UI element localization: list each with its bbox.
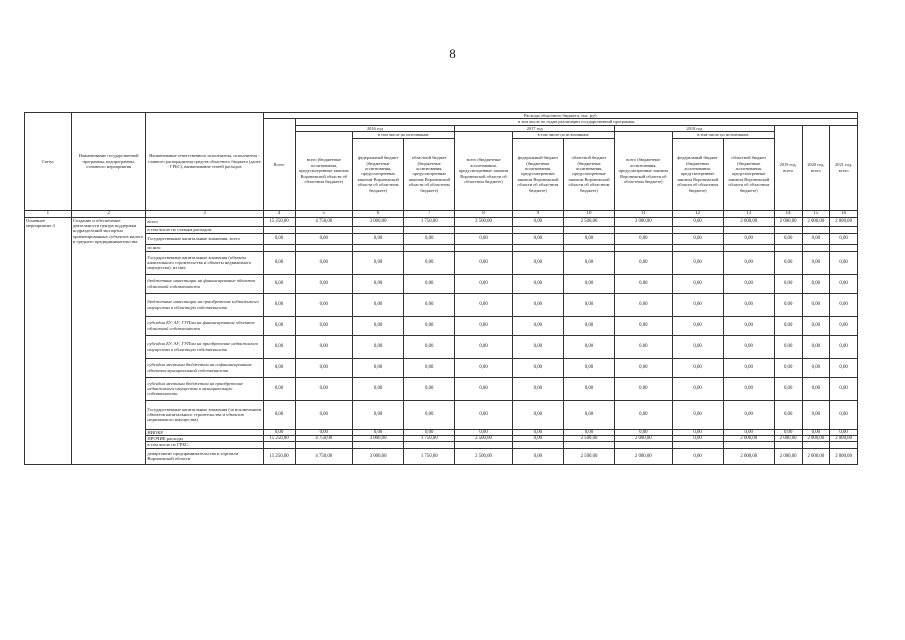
table-row	[25, 400, 858, 429]
row-value: 2 500,00	[455, 448, 513, 464]
row-value: 0,00	[723, 358, 774, 377]
row-value: 0,00	[455, 293, 513, 316]
row-value: 0,00	[723, 429, 774, 435]
row-value	[672, 244, 723, 251]
row-value: 0,00	[672, 358, 723, 377]
row-value: 0,00	[263, 251, 295, 274]
row-value: 0,00	[512, 436, 563, 442]
header-2017-total: всего (бюджетные ассигнования, предусмотренные законом Воронежской области об областном бюджете)	[455, 132, 513, 210]
row-value: 0,00	[404, 429, 455, 435]
row-value: 0,00	[295, 251, 353, 274]
row-value: 0,00	[353, 293, 404, 316]
row-value: 0,00	[615, 316, 673, 335]
header-executor: Наименование ответственного исполнителя, исполнителя - главного распорядителя средств областного бюджета (далее - ГРБС), наименование статей расходов	[146, 113, 263, 211]
header-by-years: в том числе по годам реализации государственной программы	[295, 119, 857, 125]
header-total: Всего	[263, 119, 295, 210]
table-row	[25, 358, 858, 377]
row-value: 0,00	[802, 358, 830, 377]
row-value: 0,00	[672, 233, 723, 244]
row-value: 0,00	[404, 274, 455, 293]
row-value: 0,00	[774, 251, 802, 274]
row-value: 2 000,00	[830, 436, 858, 442]
row-value: 1 750,00	[404, 436, 455, 442]
row-value: 0,00	[404, 316, 455, 335]
row-value: 0,00	[672, 293, 723, 316]
row-value: 0,00	[830, 335, 858, 358]
row-value: 0,00	[295, 377, 353, 400]
row-value	[295, 226, 353, 233]
row-value: 3 000,00	[615, 217, 673, 226]
row-value	[802, 226, 830, 233]
table-row	[25, 274, 858, 293]
header-2018-regional: областной бюджет (бюджетные ассигнования, предусмотренные законом Воронежской области об областном бюджете)	[723, 138, 774, 210]
table-row	[25, 233, 858, 244]
header-2017-federal: федеральный бюджет (бюджетные ассигнования, предусмотренные законом Воронежской области об областном бюджете)	[512, 138, 563, 210]
row-value: 0,00	[774, 316, 802, 335]
column-number: 10	[563, 210, 614, 217]
column-number: 11	[615, 210, 673, 217]
row-value: 2 000,00	[723, 436, 774, 442]
row-value: 0,00	[512, 448, 563, 464]
row-label: субсидии местным бюджетам на приобретение недвижимого имущества в муниципальную собственность	[146, 377, 263, 400]
row-value: 0,00	[774, 274, 802, 293]
row-value: 0,00	[672, 448, 723, 464]
row-value: 0,00	[263, 293, 295, 316]
row-value: 2 000,00	[615, 436, 673, 442]
row-value: 2 500,00	[563, 217, 614, 226]
row-value	[830, 244, 858, 251]
row-label: департамент предпринимательства и торговли Воронежской области	[146, 448, 263, 464]
row-value: 0,00	[455, 335, 513, 358]
row-value	[353, 244, 404, 251]
row-value: 0,00	[295, 335, 353, 358]
row-value: 0,00	[672, 436, 723, 442]
row-value	[723, 226, 774, 233]
row-value: 0,00	[802, 400, 830, 429]
column-number: 6	[353, 210, 404, 217]
row-value: 0,00	[802, 274, 830, 293]
row-value: 15 250,00	[263, 448, 295, 464]
row-label: бюджетные инвестиции на финансирование объектов областной собственности	[146, 274, 263, 293]
row-value: 0,00	[672, 377, 723, 400]
row-label: ПРОЧИЕ расходы	[146, 436, 263, 442]
row-value: 0,00	[830, 274, 858, 293]
row-label: в том числе по ГРБС:	[146, 442, 263, 448]
row-value: 0,00	[404, 251, 455, 274]
row-value: 0,00	[802, 293, 830, 316]
row-value: 0,00	[672, 400, 723, 429]
row-value: 0,00	[615, 429, 673, 435]
header-2020: 2020 год, всего	[802, 125, 830, 210]
table-row	[25, 226, 858, 233]
header-year-2017: 2017 год	[455, 125, 615, 131]
row-value	[830, 226, 858, 233]
column-number: 5	[295, 210, 353, 217]
row-value: 0,00	[830, 233, 858, 244]
header-2019: 2019 год, всего	[774, 125, 802, 210]
row-value: 0,00	[563, 377, 614, 400]
header-2017-sources: в том числе по источникам:	[512, 132, 614, 138]
row-value: 2 000,00	[774, 217, 802, 226]
row-value: 0,00	[455, 358, 513, 377]
budget-table	[24, 112, 858, 465]
row-value: 4 750,00	[295, 217, 353, 226]
row-value: 0,00	[404, 358, 455, 377]
row-value: 0,00	[802, 233, 830, 244]
row-value: 0,00	[404, 400, 455, 429]
header-2018-total: всего (бюджетные ассигнования, предусмотренные законом Воронежской области об областном бюджете)	[615, 132, 673, 210]
header-year-2018: 2018 год	[615, 125, 775, 131]
row-value: 0,00	[512, 293, 563, 316]
row-value: 0,00	[723, 377, 774, 400]
row-value: 0,00	[723, 251, 774, 274]
row-value	[615, 226, 673, 233]
row-value: 0,00	[263, 274, 295, 293]
row-value: 0,00	[672, 217, 723, 226]
row-value: 0,00	[512, 217, 563, 226]
header-2021: 2021 год, всего	[830, 125, 858, 210]
row-value: 0,00	[353, 400, 404, 429]
header-2017-regional: областной бюджет (бюджетные ассигнования, предусмотренные законом Воронежской области об областном бюджете)	[563, 138, 614, 210]
row-value	[512, 226, 563, 233]
row-value: 0,00	[263, 400, 295, 429]
row-value: 2 500,00	[563, 436, 614, 442]
row-label: Государственные капитальные вложения (за исключением объектов капитального строительства и объектов недвижимого имущества)	[146, 400, 263, 429]
row-value: 2 000,00	[830, 448, 858, 464]
row-value: 0,00	[404, 335, 455, 358]
row-value: 0,00	[263, 377, 295, 400]
row-label: в том числе по статьям расходов:	[146, 226, 263, 233]
row-value: 0,00	[512, 233, 563, 244]
row-value: 1 750,00	[404, 448, 455, 464]
row-value: 0,00	[774, 400, 802, 429]
row-value: 2 000,00	[723, 217, 774, 226]
column-number: 8	[455, 210, 513, 217]
row-value: 2 000,00	[802, 217, 830, 226]
row-value: 0,00	[774, 429, 802, 435]
row-value: 0,00	[723, 293, 774, 316]
budget-table-sheet	[24, 112, 858, 465]
row-value: 3 000,00	[353, 436, 404, 442]
row-value: 4 750,00	[295, 448, 353, 464]
row-value	[615, 244, 673, 251]
row-value: 2 000,00	[802, 436, 830, 442]
row-value: 0,00	[263, 358, 295, 377]
row-value: 0,00	[723, 335, 774, 358]
row-value: 0,00	[615, 293, 673, 316]
row-value	[455, 244, 513, 251]
row-value: 0,00	[563, 316, 614, 335]
row-value: 0,00	[455, 274, 513, 293]
row-value	[672, 226, 723, 233]
row-value: 0,00	[563, 251, 614, 274]
row-value	[774, 226, 802, 233]
row-value: 0,00	[512, 335, 563, 358]
row-value: 0,00	[563, 293, 614, 316]
row-label: Государственные капитальные вложения, всего	[146, 233, 263, 244]
row-value	[404, 226, 455, 233]
row-label: субсидии БУ, АУ, ГУПам на приобретение недвижимого имущества в областную собственность	[146, 335, 263, 358]
row-value	[512, 244, 563, 251]
table-row	[25, 293, 858, 316]
row-value	[295, 244, 353, 251]
row-value: 0,00	[295, 316, 353, 335]
row-value: 0,00	[353, 251, 404, 274]
row-value: 0,00	[512, 358, 563, 377]
row-value: 0,00	[295, 429, 353, 435]
row-value: 0,00	[263, 335, 295, 358]
row-value: 0,00	[672, 251, 723, 274]
row-value: 0,00	[295, 274, 353, 293]
row-value	[802, 244, 830, 251]
header-2016-regional: областной бюджет (бюджетные ассигнования, предусмотренные законом Воронежской области об областном бюджете)	[404, 138, 455, 210]
table-row	[25, 316, 858, 335]
row-value: 0,00	[455, 316, 513, 335]
row-value: 0,00	[774, 335, 802, 358]
row-value: 0,00	[455, 400, 513, 429]
row-value: 0,00	[830, 358, 858, 377]
row-value: 0,00	[563, 429, 614, 435]
row-value: 0,00	[672, 274, 723, 293]
column-number: 12	[672, 210, 723, 217]
header-year-2016: 2016 год	[295, 125, 455, 131]
row-value: 0,00	[295, 400, 353, 429]
row-value: 0,00	[802, 335, 830, 358]
row-program-name: Создание и обеспечение деятельности центра поддержки подразделений экспортно ориентированных субъектов малого и среднего предпринимательства	[71, 217, 146, 464]
row-value: 0,00	[512, 274, 563, 293]
row-value: 0,00	[774, 233, 802, 244]
table-row	[25, 377, 858, 400]
table-row	[25, 217, 858, 226]
row-value: 0,00	[802, 251, 830, 274]
row-value: 0,00	[615, 377, 673, 400]
row-value: 2 500,00	[563, 448, 614, 464]
row-label: НИОКР	[146, 429, 263, 435]
row-value: 0,00	[774, 293, 802, 316]
row-value: 0,00	[615, 251, 673, 274]
row-value: 0,00	[404, 293, 455, 316]
row-value: 0,00	[512, 429, 563, 435]
row-value: 0,00	[830, 293, 858, 316]
row-value: 0,00	[455, 251, 513, 274]
column-number: 3	[146, 210, 263, 217]
row-value: 2 000,00	[774, 448, 802, 464]
row-value: 0,00	[353, 429, 404, 435]
row-value: 0,00	[455, 429, 513, 435]
column-number: 7	[404, 210, 455, 217]
table-row	[25, 335, 858, 358]
row-value: 0,00	[563, 335, 614, 358]
row-value: 0,00	[723, 274, 774, 293]
row-value	[263, 226, 295, 233]
row-value: 0,00	[353, 377, 404, 400]
row-value	[774, 244, 802, 251]
table-row	[25, 251, 858, 274]
header-expenses-title: Расходы областного бюджета, тыс. руб	[263, 113, 857, 119]
row-value: 0,00	[774, 358, 802, 377]
row-value: 0,00	[404, 233, 455, 244]
row-value	[353, 226, 404, 233]
column-numbers-row	[25, 210, 858, 217]
row-value: 0,00	[672, 316, 723, 335]
header-program-name: Наименование государственной программы, подпрограммы, основного мероприятия	[71, 113, 146, 211]
row-value: 0,00	[830, 377, 858, 400]
row-value: 0,00	[723, 316, 774, 335]
row-value: 0,00	[353, 358, 404, 377]
row-value	[455, 226, 513, 233]
row-label: из них:	[146, 244, 263, 251]
row-value: 15 250,00	[263, 436, 295, 442]
row-value: 0,00	[830, 316, 858, 335]
row-value: 0,00	[353, 316, 404, 335]
row-value	[563, 244, 614, 251]
column-number: 13	[723, 210, 774, 217]
row-value: 0,00	[615, 233, 673, 244]
row-status: Основное мероприятие 4	[25, 217, 72, 464]
row-value: 2 000,00	[615, 448, 673, 464]
row-value: 0,00	[512, 400, 563, 429]
row-value: 0,00	[455, 377, 513, 400]
row-value: 0,00	[830, 251, 858, 274]
row-value: 0,00	[774, 377, 802, 400]
column-number: 2	[71, 210, 146, 217]
column-number: 9	[512, 210, 563, 217]
row-value: 0,00	[404, 377, 455, 400]
row-value: 2 500,00	[455, 436, 513, 442]
row-value: 4 750,00	[295, 436, 353, 442]
row-value: 0,00	[723, 233, 774, 244]
page-number: 8	[449, 46, 456, 61]
row-value: 0,00	[615, 400, 673, 429]
row-value: 2 000,00	[830, 217, 858, 226]
row-value: 0,00	[830, 429, 858, 435]
row-label: Государственные капитальные вложения (объекты капитального строительства и объекты недвижимого имущества), из них:	[146, 251, 263, 274]
row-value: 0,00	[615, 274, 673, 293]
row-value: 0,00	[830, 400, 858, 429]
row-value: 0,00	[512, 377, 563, 400]
row-label: бюджетные инвестиции на приобретение недвижимого имущества в областную собственность	[146, 293, 263, 316]
row-value: 0,00	[295, 233, 353, 244]
row-value: 0,00	[263, 316, 295, 335]
row-value: 0,00	[563, 358, 614, 377]
row-label: субсидии БУ, АУ, ГУПам на финансирование объектов областной собственности	[146, 316, 263, 335]
table-row	[25, 244, 858, 251]
header-2016-federal: федеральный бюджет (бюджетные ассигнования, предусмотренные законом Воронежской области об областном бюджете)	[353, 138, 404, 210]
row-value: 0,00	[512, 251, 563, 274]
row-value	[723, 244, 774, 251]
row-value: 0,00	[455, 233, 513, 244]
column-number: 1	[25, 210, 72, 217]
row-value: 0,00	[615, 358, 673, 377]
row-value: 0,00	[723, 400, 774, 429]
header-status: Статус	[25, 113, 72, 211]
row-label: субсидии местным бюджетам на софинансирование объектов муниципальной собственности	[146, 358, 263, 377]
column-number: 16	[830, 210, 858, 217]
row-value: 2 500,00	[455, 217, 513, 226]
row-value: 0,00	[512, 316, 563, 335]
row-value: 0,00	[563, 400, 614, 429]
column-number: 14	[774, 210, 802, 217]
row-value: 2 000,00	[723, 448, 774, 464]
column-number: 15	[802, 210, 830, 217]
row-value: 0,00	[802, 429, 830, 435]
row-value: 0,00	[802, 316, 830, 335]
header-2018-federal: федеральный бюджет (бюджетные ассигнования, предусмотренные законом Воронежской области об областном бюджете)	[672, 138, 723, 210]
row-value: 2 000,00	[774, 436, 802, 442]
row-value: 3 000,00	[353, 448, 404, 464]
header-2016-total: всего (бюджетные ассигнования, предусмотренные законом Воронежской области об областном бюджете)	[295, 132, 353, 210]
row-value: 0,00	[295, 358, 353, 377]
table-row	[25, 448, 858, 464]
column-number: 4	[263, 210, 295, 217]
row-value: 0,00	[563, 274, 614, 293]
row-value: 0,00	[672, 429, 723, 435]
row-value: 0,00	[353, 335, 404, 358]
header-2018-sources: в том числе по источникам:	[672, 132, 774, 138]
row-value	[404, 244, 455, 251]
row-value: 2 000,00	[802, 448, 830, 464]
row-value: 0,00	[563, 233, 614, 244]
row-value: 0,00	[263, 429, 295, 435]
row-value: 0,00	[295, 293, 353, 316]
row-value: 0,00	[263, 233, 295, 244]
row-value: 0,00	[353, 274, 404, 293]
row-value: 0,00	[353, 233, 404, 244]
row-value: 3 000,00	[353, 217, 404, 226]
row-value: 15 250,00	[263, 217, 295, 226]
header-2016-sources: в том числе по источникам:	[353, 132, 455, 138]
row-value	[563, 226, 614, 233]
row-value: 1 750,00	[404, 217, 455, 226]
row-value: 0,00	[615, 335, 673, 358]
row-value: 0,00	[672, 335, 723, 358]
row-label: всего	[146, 217, 263, 226]
row-value: 0,00	[802, 377, 830, 400]
row-value	[263, 244, 295, 251]
